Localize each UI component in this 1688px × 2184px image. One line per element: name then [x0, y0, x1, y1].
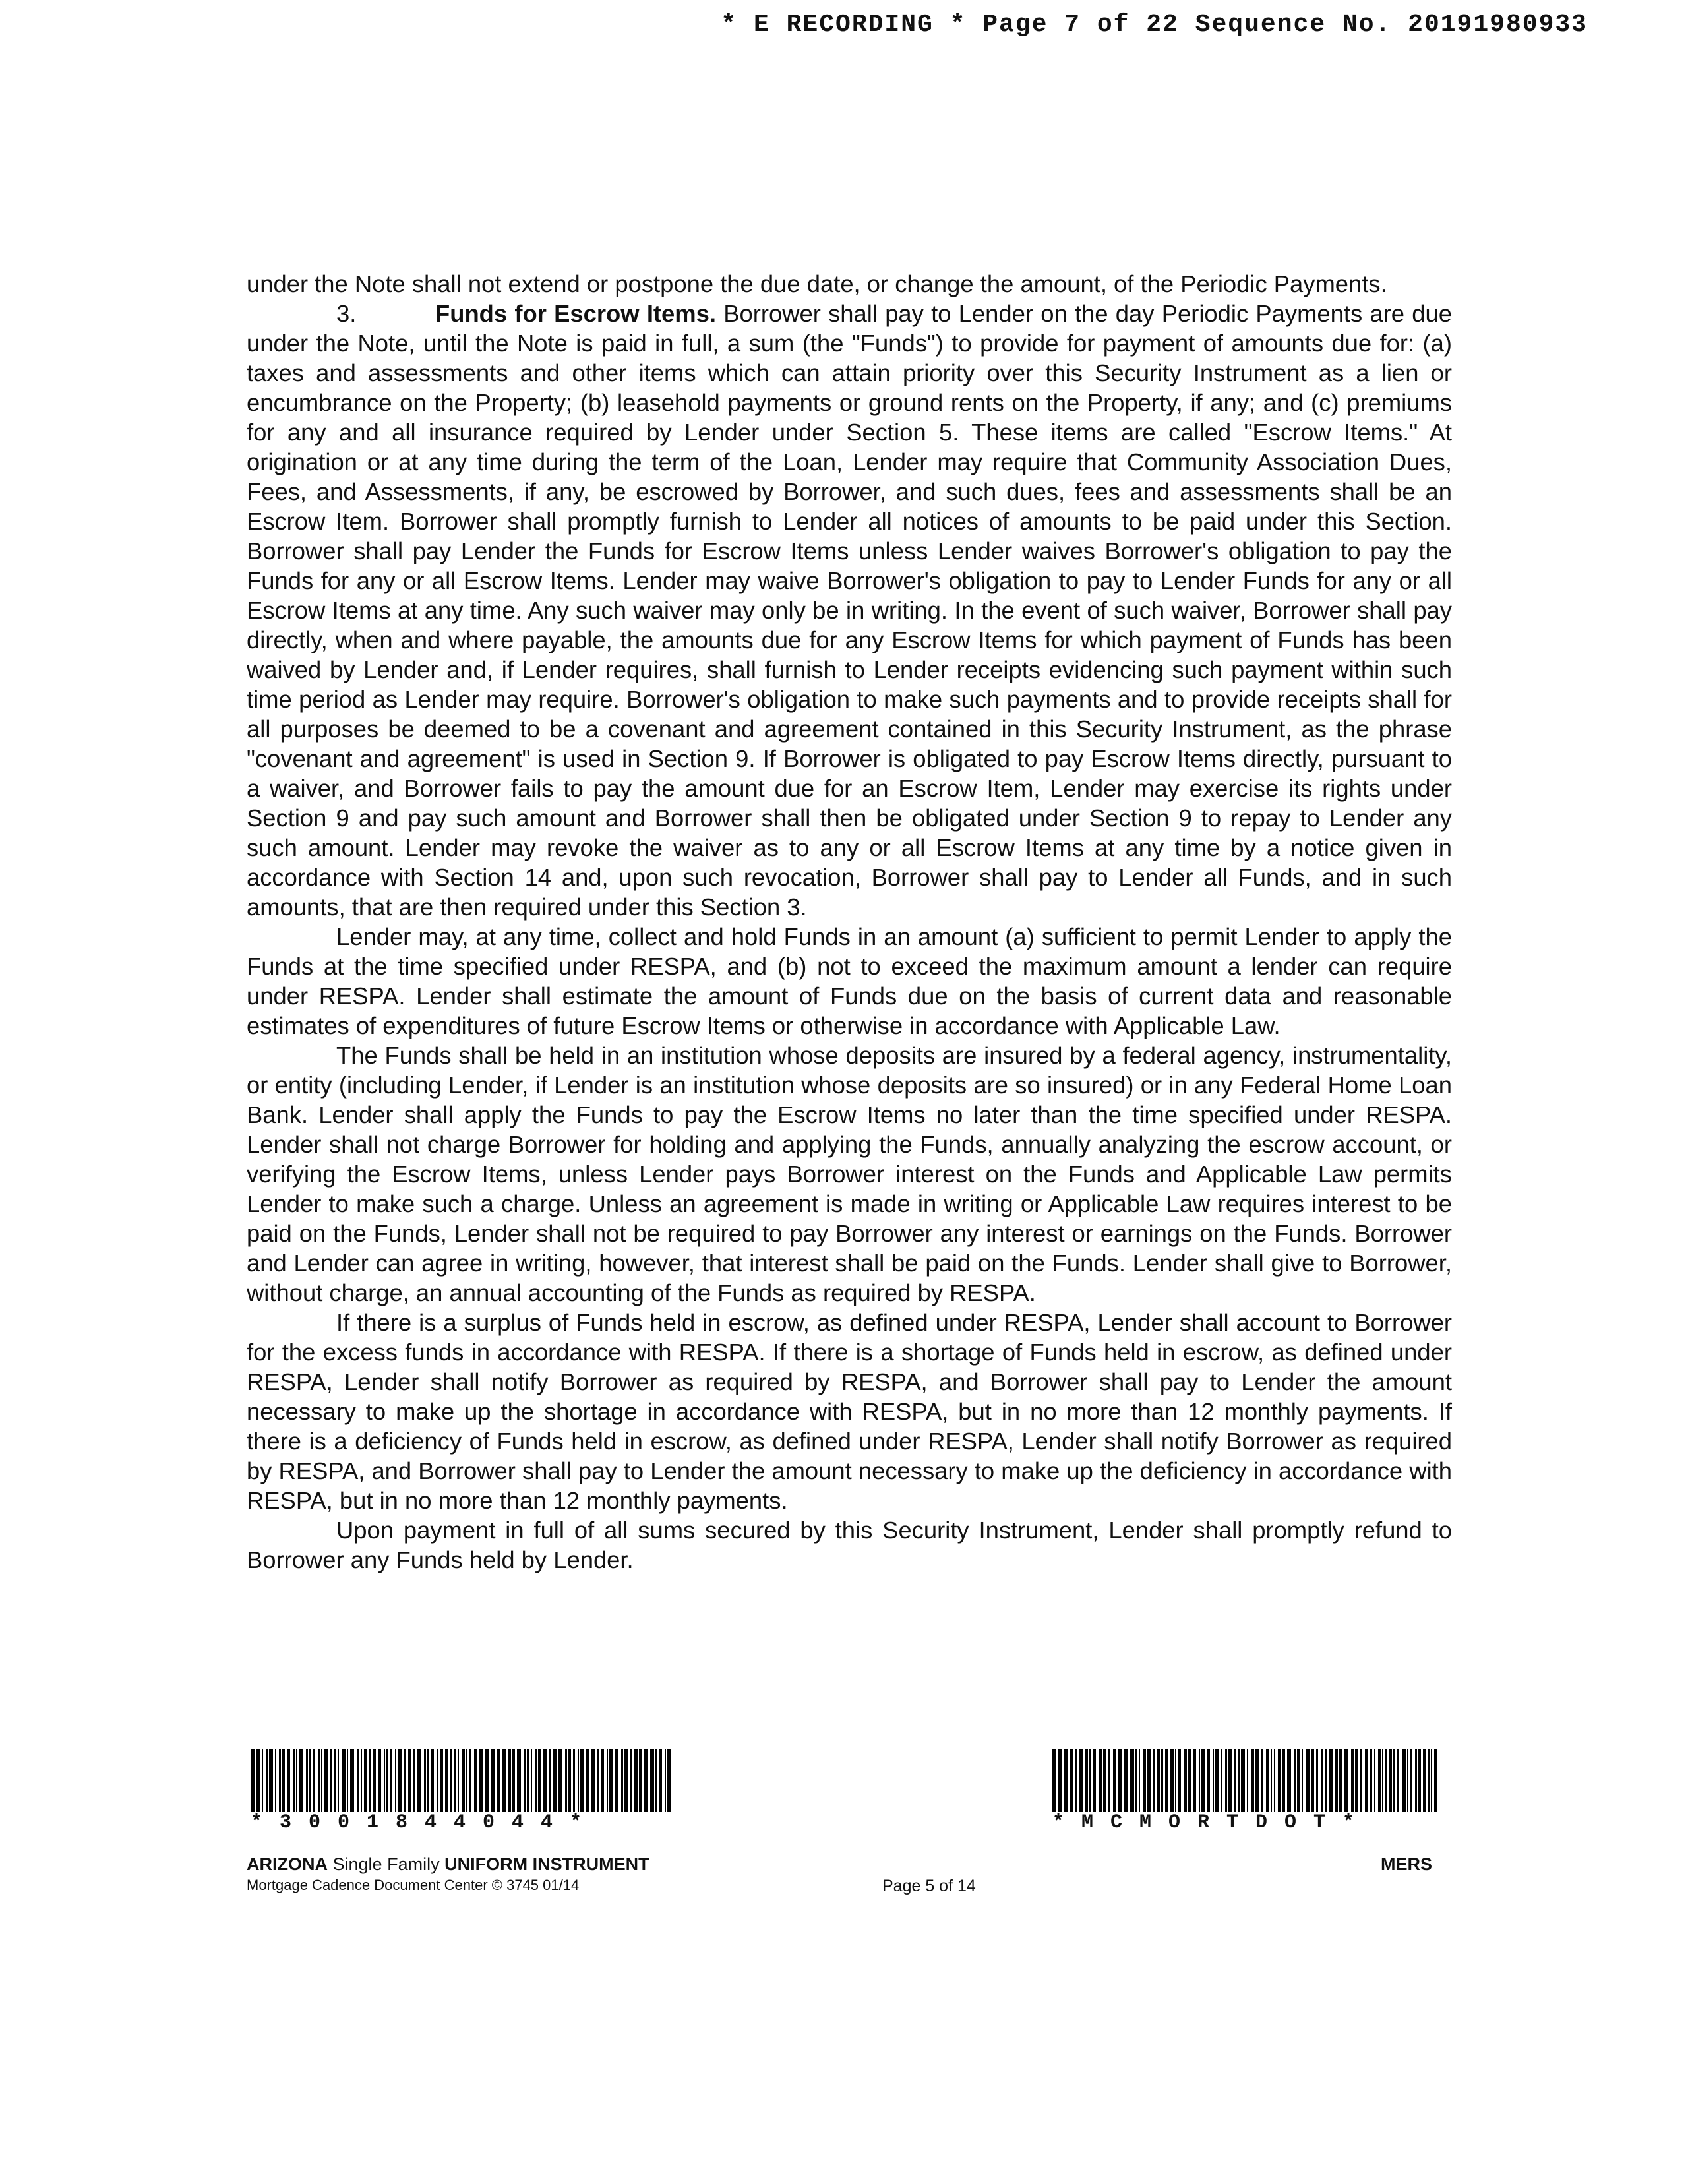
barcode-bar	[408, 1749, 411, 1812]
barcode-bar	[1130, 1749, 1134, 1812]
barcode-bar	[644, 1749, 648, 1812]
barcode-bar	[1297, 1749, 1300, 1812]
barcode-bar	[338, 1749, 339, 1812]
barcode-bar	[417, 1749, 421, 1812]
barcode-bar	[1118, 1749, 1122, 1812]
barcode-bar	[334, 1749, 336, 1812]
barcode-bar	[1070, 1749, 1073, 1812]
barcode-bar	[1215, 1749, 1219, 1812]
barcode-bar	[1271, 1749, 1272, 1812]
barcode-bar	[1410, 1749, 1412, 1812]
barcode-bar	[1085, 1749, 1088, 1812]
barcode-bar	[549, 1749, 551, 1812]
form-title	[247, 1854, 649, 1875]
barcode-bar	[1201, 1749, 1205, 1812]
barcode-bar	[1161, 1749, 1163, 1812]
barcode-bar	[431, 1749, 434, 1812]
barcode-bar	[279, 1749, 281, 1812]
paragraph-surplus-shortage: If there is a surplus of Funds held in escrow, as defined under RESPA, Lender shall account to Borrower for the excess funds in accordance with RESPA. If there is a shortage of Funds held in escrow, as defined under RESPA, Lender shall notify Borrower as required by RESPA, and Borrower shall pay to Lender the amount necessary to make up the shortage in accordance with RESPA, but in no more than 12 monthly payments. If there is a deficiency of Funds held in escrow, as defined under RESPA, Lender shall notify Borrower as required by RESPA, and Borrower shall pay to Lender the amount necessary to make up the deficiency in accordance with RESPA, but in no more than 12 monthly payments.	[247, 1309, 1452, 1514]
barcode-bar	[1225, 1749, 1227, 1812]
barcode-bar	[1325, 1749, 1327, 1812]
paragraph-funds-held: The Funds shall be held in an institution whose deposits are insured by a federal agency, instrumentality, or entity (including Lender, if Lender is an institution whose deposits are so insured) or in any Federal Home Loan Bank. Lender shall apply the Funds to pay the Escrow Items no later than the time specified under RESPA. Lender shall not charge Borrower for holding and applying the Funds, annually analyzing the escrow account, or verifying the Escrow Items, unless Lender pays Borrower interest on the Funds and Applicable Law permits Lender to make such a charge. Unless an agreement is made in writing or Applicable Law requires interest to be paid on the Funds, Lender shall not be required to pay Borrower any interest or earnings on the Funds. Borrower and Lender can agree in writing, however, that interest shall be paid on the Funds. Lender shall give to Borrower, without charge, an annual accounting of the Funds as required by RESPA.	[247, 1042, 1452, 1306]
barcode-bar	[369, 1749, 371, 1812]
barcode-bar	[1385, 1749, 1387, 1812]
barcode-bar	[634, 1749, 638, 1812]
barcode-bar	[299, 1749, 303, 1812]
barcode-bar	[1274, 1749, 1275, 1812]
barcode-bar	[1075, 1749, 1077, 1812]
barcode-bar	[1282, 1749, 1285, 1812]
barcode-bar	[1374, 1749, 1375, 1812]
barcode-bar	[1418, 1749, 1421, 1812]
barcode-bar	[558, 1749, 562, 1812]
barcode-bar	[445, 1749, 448, 1812]
barcode-bar	[361, 1749, 362, 1812]
barcode-bar	[1423, 1749, 1426, 1812]
barcode-bar	[630, 1749, 632, 1812]
barcode-bar	[578, 1749, 579, 1812]
barcode-bar	[1064, 1749, 1068, 1812]
barcode-bar	[1147, 1749, 1151, 1812]
section-title: Funds for Escrow Items.	[435, 300, 716, 327]
barcode-bar	[1431, 1749, 1432, 1812]
barcode-bar	[491, 1749, 495, 1812]
barcode-bar	[1199, 1749, 1200, 1812]
barcode-bar	[1238, 1749, 1240, 1812]
barcode-bar	[262, 1749, 263, 1812]
section-3-paragraph	[247, 299, 1452, 922]
barcode-bar	[1193, 1749, 1196, 1812]
barcode-bar	[1382, 1749, 1383, 1812]
barcode-bar	[1170, 1749, 1174, 1812]
barcode-bar	[1378, 1749, 1381, 1812]
barcode-bar	[1402, 1749, 1406, 1812]
barcode-bar	[1321, 1749, 1323, 1812]
barcode-bar	[485, 1749, 489, 1812]
barcode-bar	[621, 1749, 623, 1812]
barcode-bar	[384, 1749, 385, 1812]
barcode-bar	[1251, 1749, 1254, 1812]
recording-header: * E RECORDING * Page 7 of 22 Sequence No. 20191980933	[721, 11, 1588, 39]
barcode-bar	[1213, 1749, 1214, 1812]
barcode-bar	[517, 1749, 521, 1812]
barcode-bar	[454, 1749, 456, 1812]
barcode-bar	[256, 1749, 260, 1812]
barcode-bar	[531, 1749, 532, 1812]
barcode-bar	[474, 1749, 477, 1812]
barcode-bar	[1287, 1749, 1291, 1812]
barcode-bar	[293, 1749, 295, 1812]
barcode-bar	[524, 1749, 526, 1812]
barcode-bar	[296, 1749, 297, 1812]
barcode-bar	[1355, 1749, 1358, 1812]
barcode-bar	[313, 1749, 315, 1812]
barcode-bar	[497, 1749, 500, 1812]
barcode-bar	[615, 1749, 618, 1812]
barcode-bar	[565, 1749, 567, 1812]
barcode-bar	[1428, 1749, 1430, 1812]
barcode-bar	[1175, 1749, 1176, 1812]
barcode-bar	[601, 1749, 604, 1812]
barcode-bar	[1079, 1749, 1083, 1812]
barcode-bar	[275, 1749, 276, 1812]
barcode-bar	[479, 1749, 483, 1812]
barcode-bar	[1139, 1749, 1140, 1812]
barcode-bar	[568, 1749, 571, 1812]
barcode-bar	[440, 1749, 443, 1812]
barcode-bar	[535, 1749, 537, 1812]
barcode-bar	[404, 1749, 406, 1812]
barcode-left-bars	[251, 1749, 686, 1812]
mers-label: MERS	[1381, 1854, 1433, 1874]
barcode-bar	[1234, 1749, 1236, 1812]
barcode-bar	[347, 1749, 348, 1812]
barcode-bar	[624, 1749, 628, 1812]
barcode-bar	[1255, 1749, 1259, 1812]
barcode-bar	[309, 1749, 311, 1812]
barcode-bar	[655, 1749, 657, 1812]
barcode-bar	[1393, 1749, 1395, 1812]
barcode-bar	[1113, 1749, 1116, 1812]
barcode-bar	[591, 1749, 595, 1812]
barcode-bar	[527, 1749, 529, 1812]
barcode-bar	[462, 1749, 465, 1812]
barcode-bar	[318, 1749, 320, 1812]
barcode-bar	[1407, 1749, 1408, 1812]
barcode-bar	[1153, 1749, 1155, 1812]
document-body	[247, 269, 1452, 1575]
barcode-left	[251, 1749, 686, 1833]
barcode-bar	[395, 1749, 396, 1812]
barcode-bar	[437, 1749, 438, 1812]
barcode-bar	[659, 1749, 662, 1812]
barcode-bar	[1397, 1749, 1399, 1812]
barcode-bar	[1311, 1749, 1314, 1812]
barcode-bar	[1329, 1749, 1333, 1812]
barcode-bar	[502, 1749, 506, 1812]
barcode-bar	[650, 1749, 654, 1812]
barcode-bar	[390, 1749, 392, 1812]
barcode-bar	[1389, 1749, 1392, 1812]
barcode-bar	[1143, 1749, 1146, 1812]
barcode-bar	[1108, 1749, 1110, 1812]
barcode-bar	[1339, 1749, 1342, 1812]
form-end: UNIFORM INSTRUMENT	[444, 1854, 649, 1874]
barcode-bar	[469, 1749, 471, 1812]
barcode-bar	[609, 1749, 613, 1812]
barcode-bar	[538, 1749, 541, 1812]
barcode-bar	[512, 1749, 515, 1812]
barcode-bar	[342, 1749, 346, 1812]
barcode-bar	[282, 1749, 285, 1812]
barcode-bar	[269, 1749, 273, 1812]
barcode-bar	[1351, 1749, 1354, 1812]
barcode-bar	[580, 1749, 584, 1812]
section-number: 3.	[336, 300, 357, 327]
barcode-bar	[458, 1749, 459, 1812]
barcode-bar	[364, 1749, 367, 1812]
barcode-bar	[398, 1749, 402, 1812]
barcode-bar	[1058, 1749, 1062, 1812]
barcode-bar	[1434, 1749, 1437, 1812]
barcode-bar	[1228, 1749, 1232, 1812]
barcode-bar	[1344, 1749, 1348, 1812]
barcode-bar	[251, 1749, 255, 1812]
barcode-bar	[1241, 1749, 1245, 1812]
barcode-right-bars	[1052, 1749, 1448, 1812]
section-3-text: Borrower shall pay to Lender on the day Periodic Payments are due under the Note, until the Note is paid in full, a sum (the "Funds") to provide for payment of amounts due for: (a) taxes and assessments and other items which can attain priority over this Security Instrument as a lien or encumbrance on the Property; (b) leasehold payments or ground rents on the Property, if any; and (c) premiums for any and all insurance required by Lender under Section 5. These items are called "Escrow Items." At origination or at any time during the term of the Loan, Lender may require that Community Association Dues, Fees, and Assessments, if any, be escrowed by Borrower, and such dues, fees and assessments shall be an Escrow Item. Borrower shall promptly furnish to Lender all notices of amounts to be paid under this Section. Borrower shall pay Lender the Funds for Escrow Items unless Lender waives Borrower's obligation to pay the Funds for any or all Escrow Items. Lender may waive Borrower's obligation to pay to Lender Funds for any or all Escrow Items at any time. Any such waiver may only be in writing. In the event of such waiver, Borrower shall pay directly, when and where payable, the amounts due for any Escrow Items for which payment of Funds has been waived by Lender and, if Lender requires, shall furnish to Lender receipts evidencing such payment within such time period as Lender may require. Borrower's obligation to make such payments and to provide receipts shall for all purposes be deemed to be a covenant and agreement contained in this Security Instrument, as the phrase "covenant and agreement" is used in Section 9. If Borrower is obligated to pay Escrow Items directly, pursuant to a waiver, and Borrower fails to pay the amount due for an Escrow Item, Lender may exercise its rights under Section 9 and pay such amount and Borrower shall then be obligated under Section 9 to repay to Lender any such amount. Lender may revoke the waiver as to any or all Escrow Items at any time by a notice given in accordance with Section 14 and, upon such revocation, Borrower shall pay to Lender all Funds, and in such amounts, that are then required under this Section 3.	[247, 300, 1452, 921]
barcode-bar	[1135, 1749, 1137, 1812]
barcode-bar	[306, 1749, 308, 1812]
barcode-bar	[607, 1749, 608, 1812]
barcode-bar	[1278, 1749, 1281, 1812]
barcode-bar	[1099, 1749, 1102, 1812]
barcode-bar	[413, 1749, 415, 1812]
barcode-bar	[330, 1749, 332, 1812]
barcode-bar	[543, 1749, 547, 1812]
barcode-right	[1052, 1749, 1448, 1833]
barcode-bar	[508, 1749, 511, 1812]
barcode-bar	[1157, 1749, 1160, 1812]
barcode-bar	[1093, 1749, 1096, 1812]
form-state: ARIZONA	[247, 1854, 328, 1874]
barcode-bar	[1261, 1749, 1263, 1812]
barcode-bar	[667, 1749, 671, 1812]
barcode-bar	[1360, 1749, 1362, 1812]
barcode-bar	[1335, 1749, 1338, 1812]
barcode-bar	[378, 1749, 381, 1812]
barcode-bar	[386, 1749, 388, 1812]
barcode-bar	[1316, 1749, 1318, 1812]
barcode-bar	[1103, 1749, 1106, 1812]
barcode-right-digits: *MCMORTDOT*	[1052, 1811, 1372, 1834]
barcode-bar	[1365, 1749, 1368, 1812]
barcode-bar	[1124, 1749, 1128, 1812]
barcode-bar	[553, 1749, 557, 1812]
barcode-bar	[1165, 1749, 1168, 1812]
barcode-left-digits: *3001844044*	[251, 1811, 599, 1834]
paragraph-respa-amount: Lender may, at any time, collect and hold Funds in an amount (a) sufficient to permit Lender to apply the Funds at the time specified under RESPA, and (b) not to exceed the maximum amount a lender can require under RESPA. Lender shall estimate the amount of Funds due on the basis of current data and reasonable estimates of expenditures of future Escrow Items or otherwise in accordance with Applicable Law.	[247, 923, 1452, 1039]
barcode-bar	[450, 1749, 452, 1812]
barcode-bar	[1178, 1749, 1181, 1812]
barcode-bar	[373, 1749, 376, 1812]
barcode-bar	[1207, 1749, 1210, 1812]
barcode-bar	[1188, 1749, 1191, 1812]
barcode-bar	[350, 1749, 354, 1812]
barcode-bar	[1370, 1749, 1372, 1812]
barcode-bar	[427, 1749, 429, 1812]
barcode-bar	[1415, 1749, 1417, 1812]
barcode-bar	[324, 1749, 328, 1812]
barcode-bar	[466, 1749, 467, 1812]
barcode-bar	[1266, 1749, 1269, 1812]
page-number: Page 5 of 14	[882, 1877, 976, 1895]
barcode-bar	[357, 1749, 359, 1812]
barcode-bar	[597, 1749, 599, 1812]
document-center: Mortgage Cadence Document Center © 3745 01/14	[247, 1877, 580, 1893]
barcode-bar	[266, 1749, 268, 1812]
barcode-bar	[321, 1749, 322, 1812]
form-middle: Single Family	[332, 1854, 440, 1874]
barcode-bar	[424, 1749, 426, 1812]
barcode-bar	[665, 1749, 666, 1812]
barcode-bar	[573, 1749, 575, 1812]
paragraph-refund: Upon payment in full of all sums secured by this Security Instrument, Lender shall promptly refund to Borrower any Funds held by Lender.	[247, 1517, 1452, 1573]
barcode-bar	[639, 1749, 642, 1812]
barcode-bar	[586, 1749, 589, 1812]
barcode-bar	[1294, 1749, 1296, 1812]
barcode-bar	[1221, 1749, 1222, 1812]
barcode-bar	[1089, 1749, 1091, 1812]
barcode-bar	[1306, 1749, 1310, 1812]
barcode-bar	[1302, 1749, 1303, 1812]
barcode-bar	[1184, 1749, 1187, 1812]
barcode-bar	[1247, 1749, 1248, 1812]
barcode-bar	[1052, 1749, 1056, 1812]
continuation-paragraph: under the Note shall not extend or postpone the due date, or change the amount, of the Periodic Payments.	[247, 270, 1387, 297]
barcode-bar	[287, 1749, 290, 1812]
